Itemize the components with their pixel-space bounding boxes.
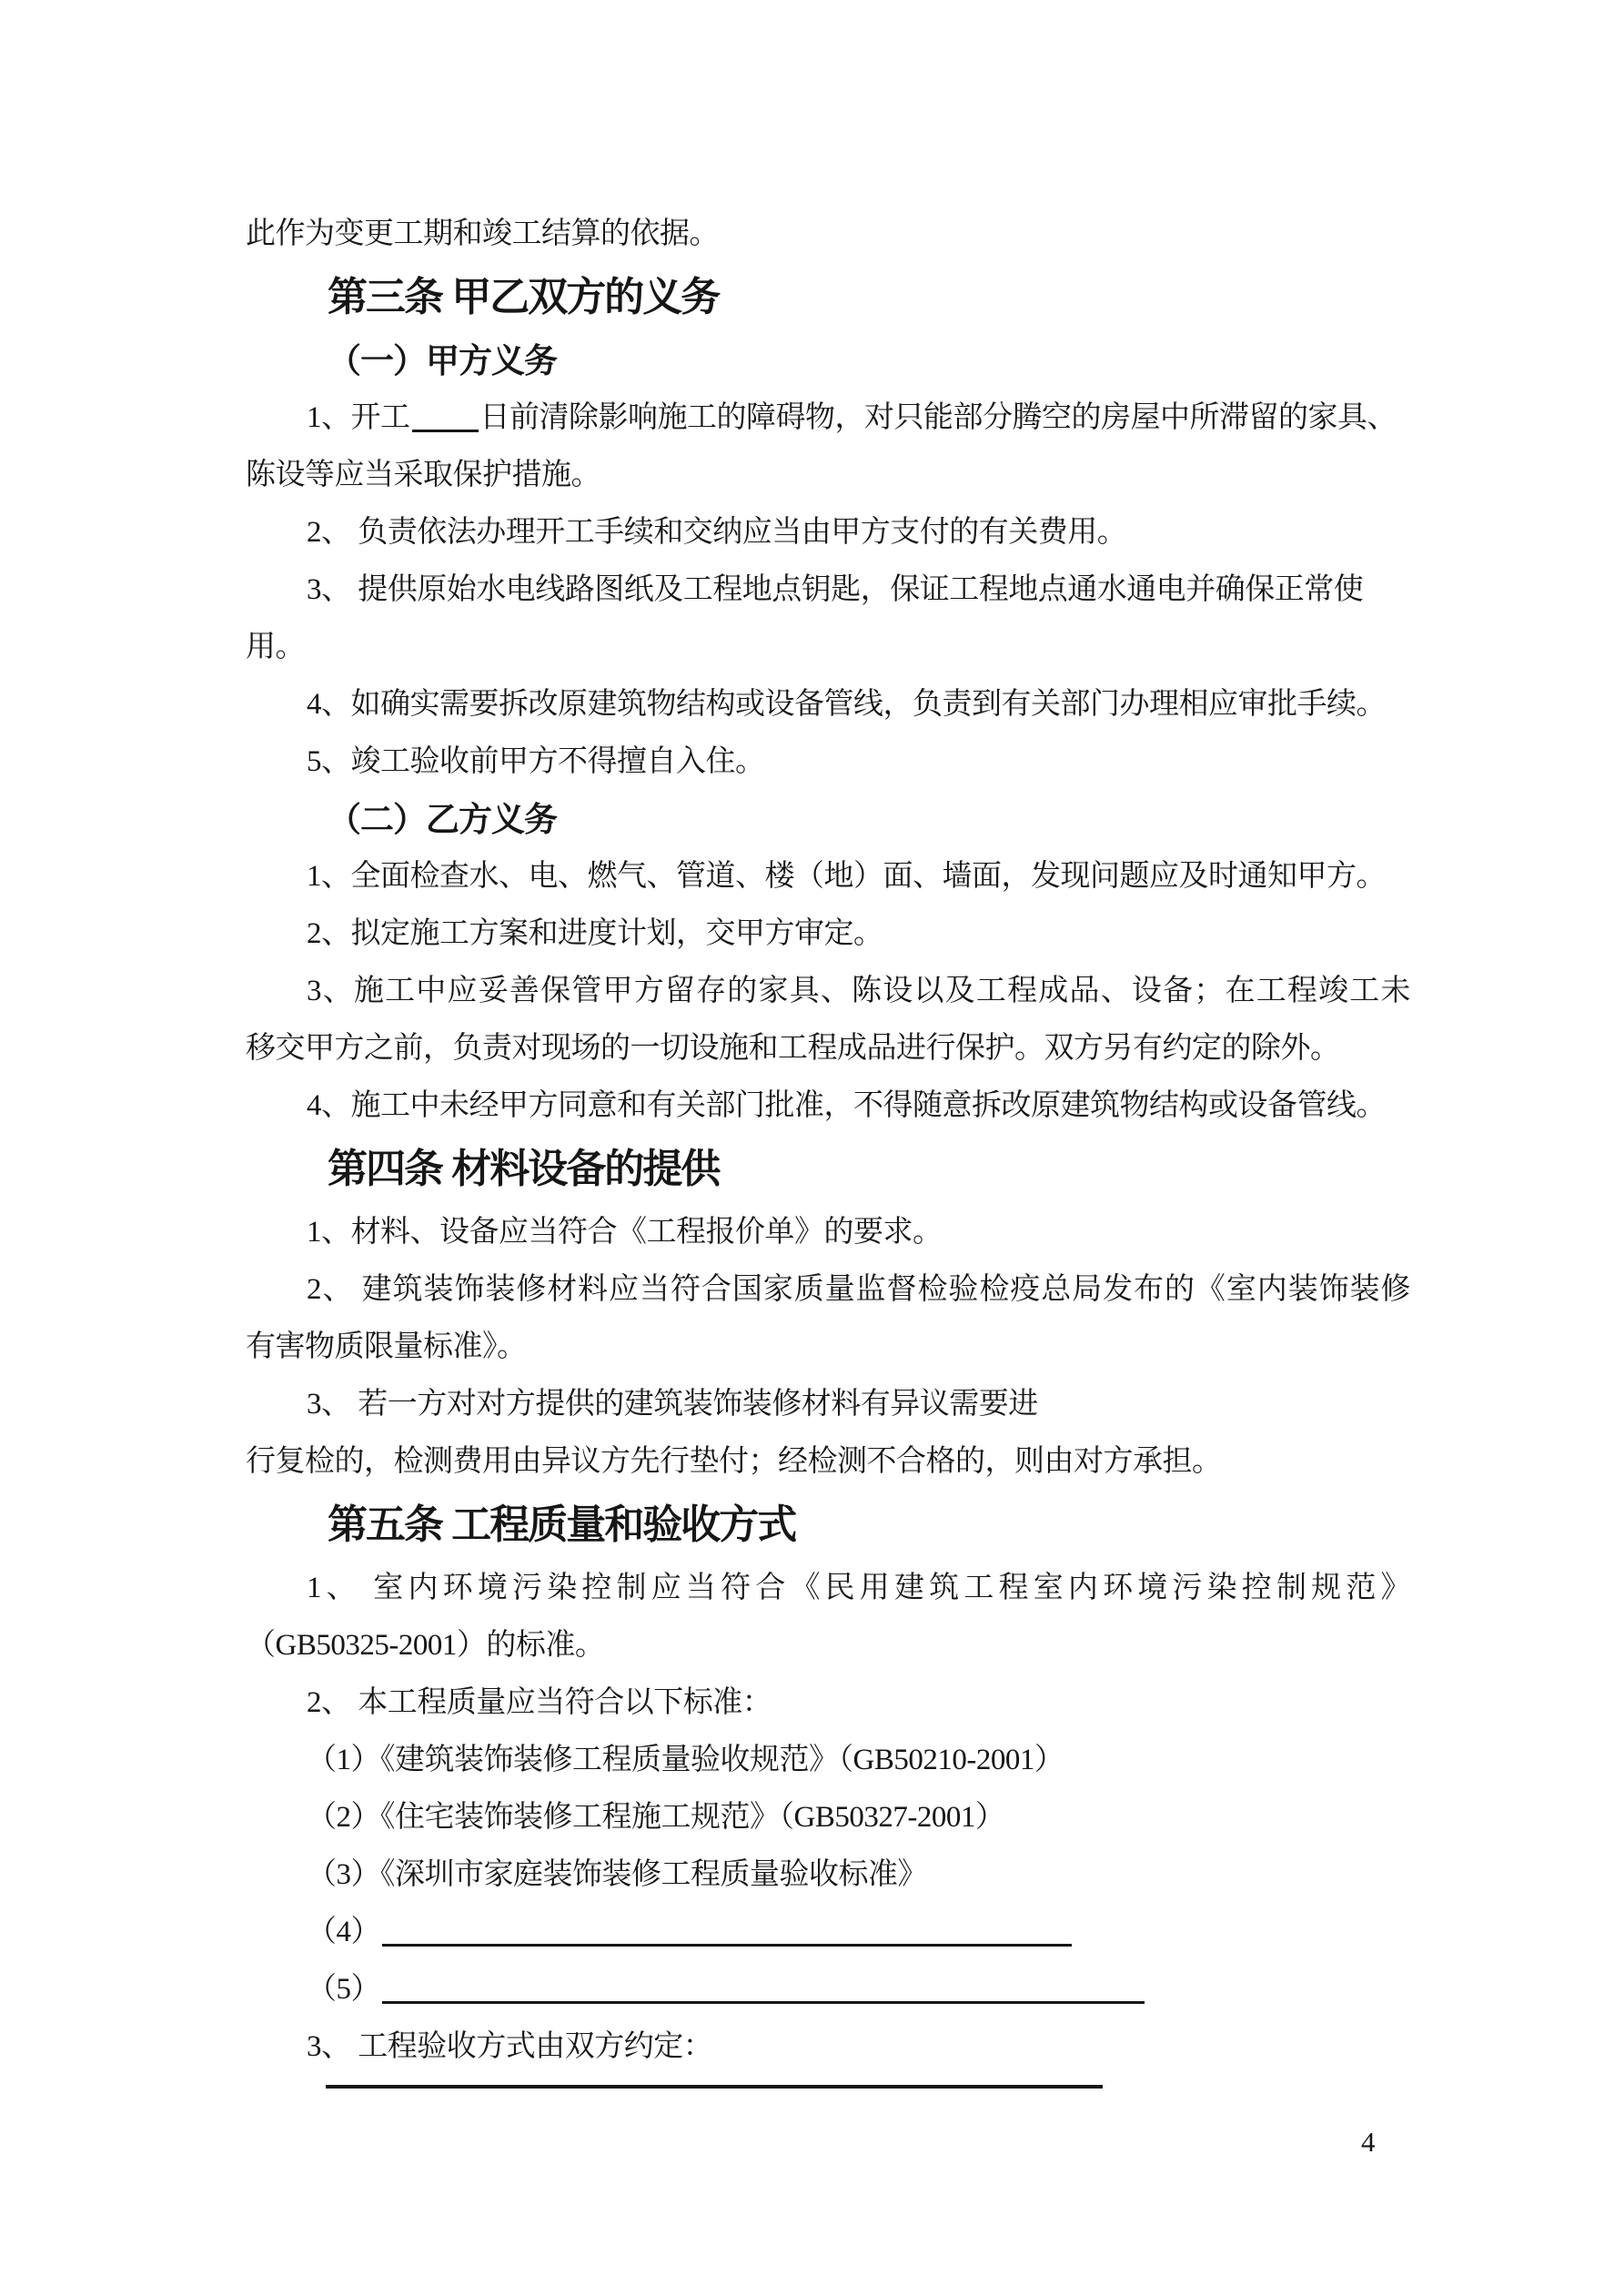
- section-heading: [246, 1135, 1410, 1204]
- text-run: 移交甲方之前，负责对现场的一切设施和工程成品进行保护。双方另有约定的除外。: [246, 1032, 1340, 1065]
- paragraph-line: [246, 1204, 1410, 1261]
- paragraph-line: [246, 2018, 1410, 2076]
- divider-line: [326, 2085, 1103, 2089]
- section-heading: [246, 1491, 1410, 1560]
- paragraph-line: [246, 1376, 1410, 1433]
- text-run: 2、 建筑装饰装修材料应当符合国家质量监督检验检疫总局发布的《室内装饰装修: [307, 1273, 1410, 1306]
- paragraph-line: [246, 1617, 1410, 1674]
- paragraph-line: [246, 733, 1410, 791]
- paragraph-line: [246, 1261, 1410, 1319]
- text-run: （GB50325-2001）的标准。: [246, 1629, 605, 1662]
- paragraph-line: [246, 1077, 1410, 1135]
- text-run: （二）乙方义务: [328, 801, 557, 838]
- text-run: （2）《住宅装饰装修工程施工规范》（GB50327-2001）: [307, 1801, 1005, 1834]
- paragraph-line: [246, 1020, 1410, 1077]
- paragraph-line: [246, 1904, 1410, 1961]
- paragraph-line: [246, 848, 1410, 905]
- sub-heading: [246, 791, 1410, 848]
- page-number: 4: [1361, 2126, 1376, 2158]
- paragraph-line: [246, 447, 1410, 504]
- text-run: 3、 提供原始水电线路图纸及工程地点钥匙，保证工程地点通水通电并确保正常使: [307, 573, 1364, 606]
- paragraph-line: [246, 1789, 1410, 1846]
- text-run: 2、 负责依法办理开工手续和交纳应当由甲方支付的有关费用。: [307, 516, 1127, 549]
- paragraph-line: [246, 206, 1410, 263]
- text-run: 3、施工中应妥善保管甲方留存的家具、陈设以及工程成品、设备；在工程竣工未: [307, 975, 1410, 1007]
- fill-in-blank: [382, 2000, 1145, 2004]
- paragraph-line: [246, 1674, 1410, 1732]
- paragraph-line: [246, 1732, 1410, 1789]
- paragraph-line: [246, 1433, 1410, 1491]
- text-run: 3、 工程验收方式由双方约定：: [307, 2030, 713, 2063]
- paragraph-line: [246, 561, 1410, 619]
- fill-in-blank: [412, 429, 479, 432]
- text-run: 2、拟定施工方案和进度计划，交甲方审定。: [307, 917, 883, 950]
- text-run: （3）《深圳市家庭装饰装修工程质量验收标准》: [307, 1858, 927, 1891]
- text-run: （1）《建筑装饰装修工程质量验收规范》（GB50210-2001）: [307, 1744, 1064, 1776]
- text-run: 1、全面检查水、电、燃气、管道、楼（地）面、墙面，发现问题应及时通知甲方。: [307, 860, 1386, 893]
- text-run: 4、如确实需要拆改原建筑物结构或设备管线，负责到有关部门办理相应审批手续。: [307, 688, 1386, 721]
- sub-heading: [246, 332, 1410, 389]
- text-run: 1、 室内环境污染控制应当符合《民用建筑工程室内环境污染控制规范》: [307, 1572, 1410, 1604]
- text-run: 4、施工中未经甲方同意和有关部门批准，不得随意拆改原建筑物结构或设备管线。: [307, 1089, 1386, 1122]
- text-run: 此作为变更工期和竣工结算的依据。: [246, 217, 719, 250]
- text-run: （5）: [307, 1973, 380, 2006]
- text-run: （一）甲方义务: [328, 342, 557, 379]
- paragraph-line: [246, 1846, 1410, 1904]
- text-run: 第三条 甲乙双方的义务: [328, 275, 720, 319]
- paragraph-line: [246, 1319, 1410, 1376]
- text-run: 用。: [246, 631, 305, 663]
- paragraph-line: [246, 389, 1410, 447]
- paragraph-line: [246, 619, 1410, 676]
- content: [246, 206, 1410, 2142]
- fill-in-blank: [382, 1943, 1072, 1947]
- text-run: 3、 若一方对对方提供的建筑装饰装修材料有异议需要进: [307, 1388, 1038, 1421]
- text-run: 有害物质限量标准》。: [246, 1330, 527, 1363]
- divider-row: [246, 2085, 1410, 2142]
- text-run: 1、开工: [307, 401, 410, 434]
- text-run: 陈设等应当采取保护措施。: [246, 459, 600, 491]
- paragraph-line: [246, 905, 1410, 963]
- text-run: 2、 本工程质量应当符合以下标准：: [307, 1686, 772, 1719]
- paragraph-line: [246, 504, 1410, 561]
- paragraph-line: [246, 1961, 1410, 2018]
- text-run: 行复检的，检测费用由异议方先行垫付；经检测不合格的，则由对方承担。: [246, 1445, 1222, 1478]
- paragraph-line: [246, 1560, 1410, 1617]
- text-run: （4）: [307, 1916, 380, 1948]
- paragraph-line: [246, 676, 1410, 733]
- text-run: 1、材料、设备应当符合《工程报价单》的要求。: [307, 1216, 943, 1249]
- text-run: 第五条 工程质量和验收方式: [328, 1502, 796, 1547]
- paragraph-line: [246, 963, 1410, 1020]
- section-heading: [246, 263, 1410, 332]
- text-run: 日前清除影响施工的障碍物，对只能部分腾空的房屋中所滞留的家具、: [479, 401, 1397, 434]
- text-run: 5、竣工验收前甲方不得擅自入住。: [307, 745, 765, 778]
- text-run: 第四条 材料设备的提供: [328, 1147, 720, 1191]
